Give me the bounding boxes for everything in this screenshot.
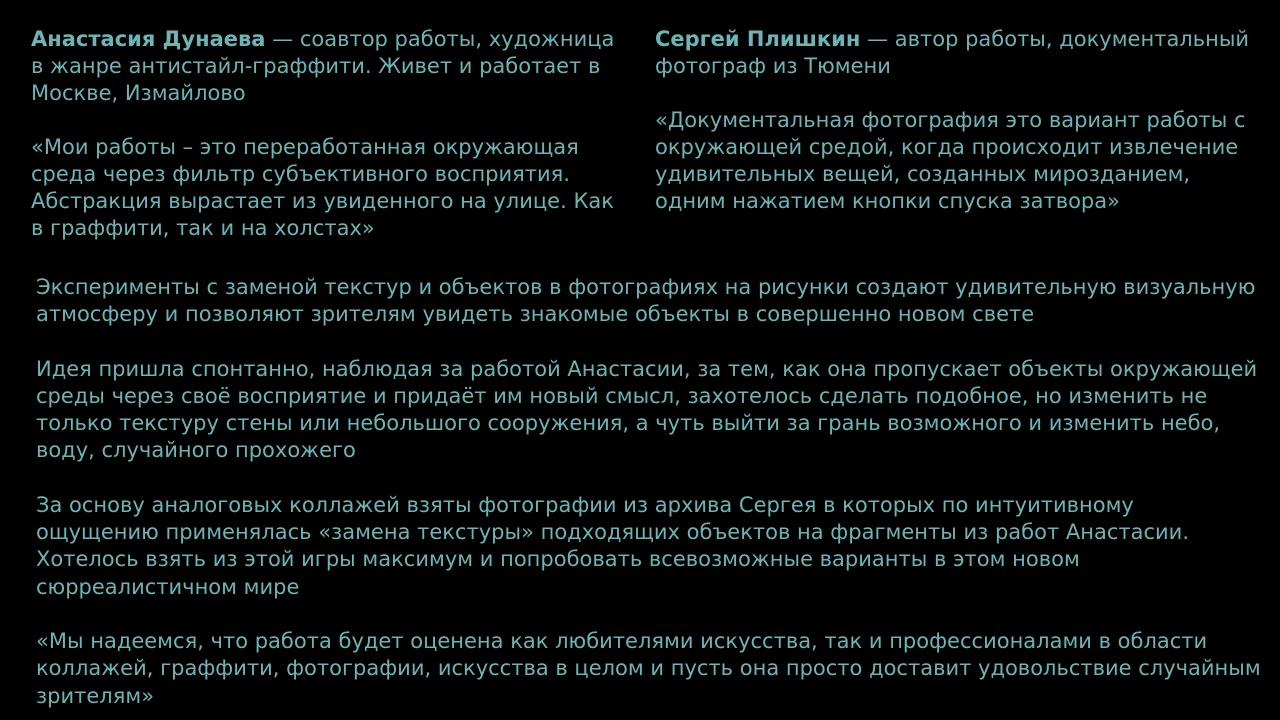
description-paragraph: Идея пришла спонтанно, наблюдая за работой Анастасии, за тем, как она пропускает объекты окружающей среды через своё восприятие и придаёт им новый смысл, захотелось сделать подобное, но изменить не только текстуру стены или небольшого сооружения, а чуть выйти за грань возможного и изменить небо, воду, случайного прохожего (36, 356, 1258, 463)
description-paragraph: Эксперименты с заменой текстур и объектов в фотографиях на рисунки создают удивительную визуальную атмосферу и позволяют зрителям увидеть знакомые объекты в совершенно новом свете (36, 275, 1256, 327)
author-bio-anastasia: — соавтор работы, художница в жанре антистайл-граффити. Живет и работает в Москве, Измайлово (31, 27, 615, 105)
author-block-anastasia (31, 26, 621, 242)
project-description (36, 274, 1261, 710)
author-block-sergey (655, 26, 1255, 215)
description-paragraph: За основу аналоговых коллажей взяты фотографии из архива Сергея в которых по интуитивному ощущению применялась «замена текстуры» подходящих объектов на фрагменты из работ Анастасии. Хотелось взять из этой игры максимум и попробовать всевозможные варианты в этом новом сюрреалистичном мире (36, 492, 1190, 599)
author-intro-sergey (655, 26, 1255, 80)
author-quote-anastasia: «Мои работы – это переработанная окружающая среда через фильтр субъективного восприятия. Абстракция вырастает из увиденного на улице. Как в граффити, так и на холстах» (31, 135, 614, 240)
author-name-sergey: Сергей Плишкин (655, 27, 861, 51)
author-bio-sergey: — автор работы, документальный фотограф из Тюмени (655, 27, 1250, 78)
author-name-anastasia: Анастасия Дунаева (31, 27, 266, 51)
author-intro-anastasia (31, 26, 621, 107)
author-quote-sergey: «Документальная фотография это вариант работы с окружающей средой, когда происходит извлечение удивительных вещей, созданных мирозданием, одним нажатием кнопки спуска затвора» (655, 108, 1246, 213)
closing-quote: «Мы надеемся, что работа будет оценена как любителями искусства, так и профессионалами в области коллажей, граффити, фотографии, искусства в целом и пусть она просто доставит удовольствие случайным зрителям» (36, 628, 1261, 708)
